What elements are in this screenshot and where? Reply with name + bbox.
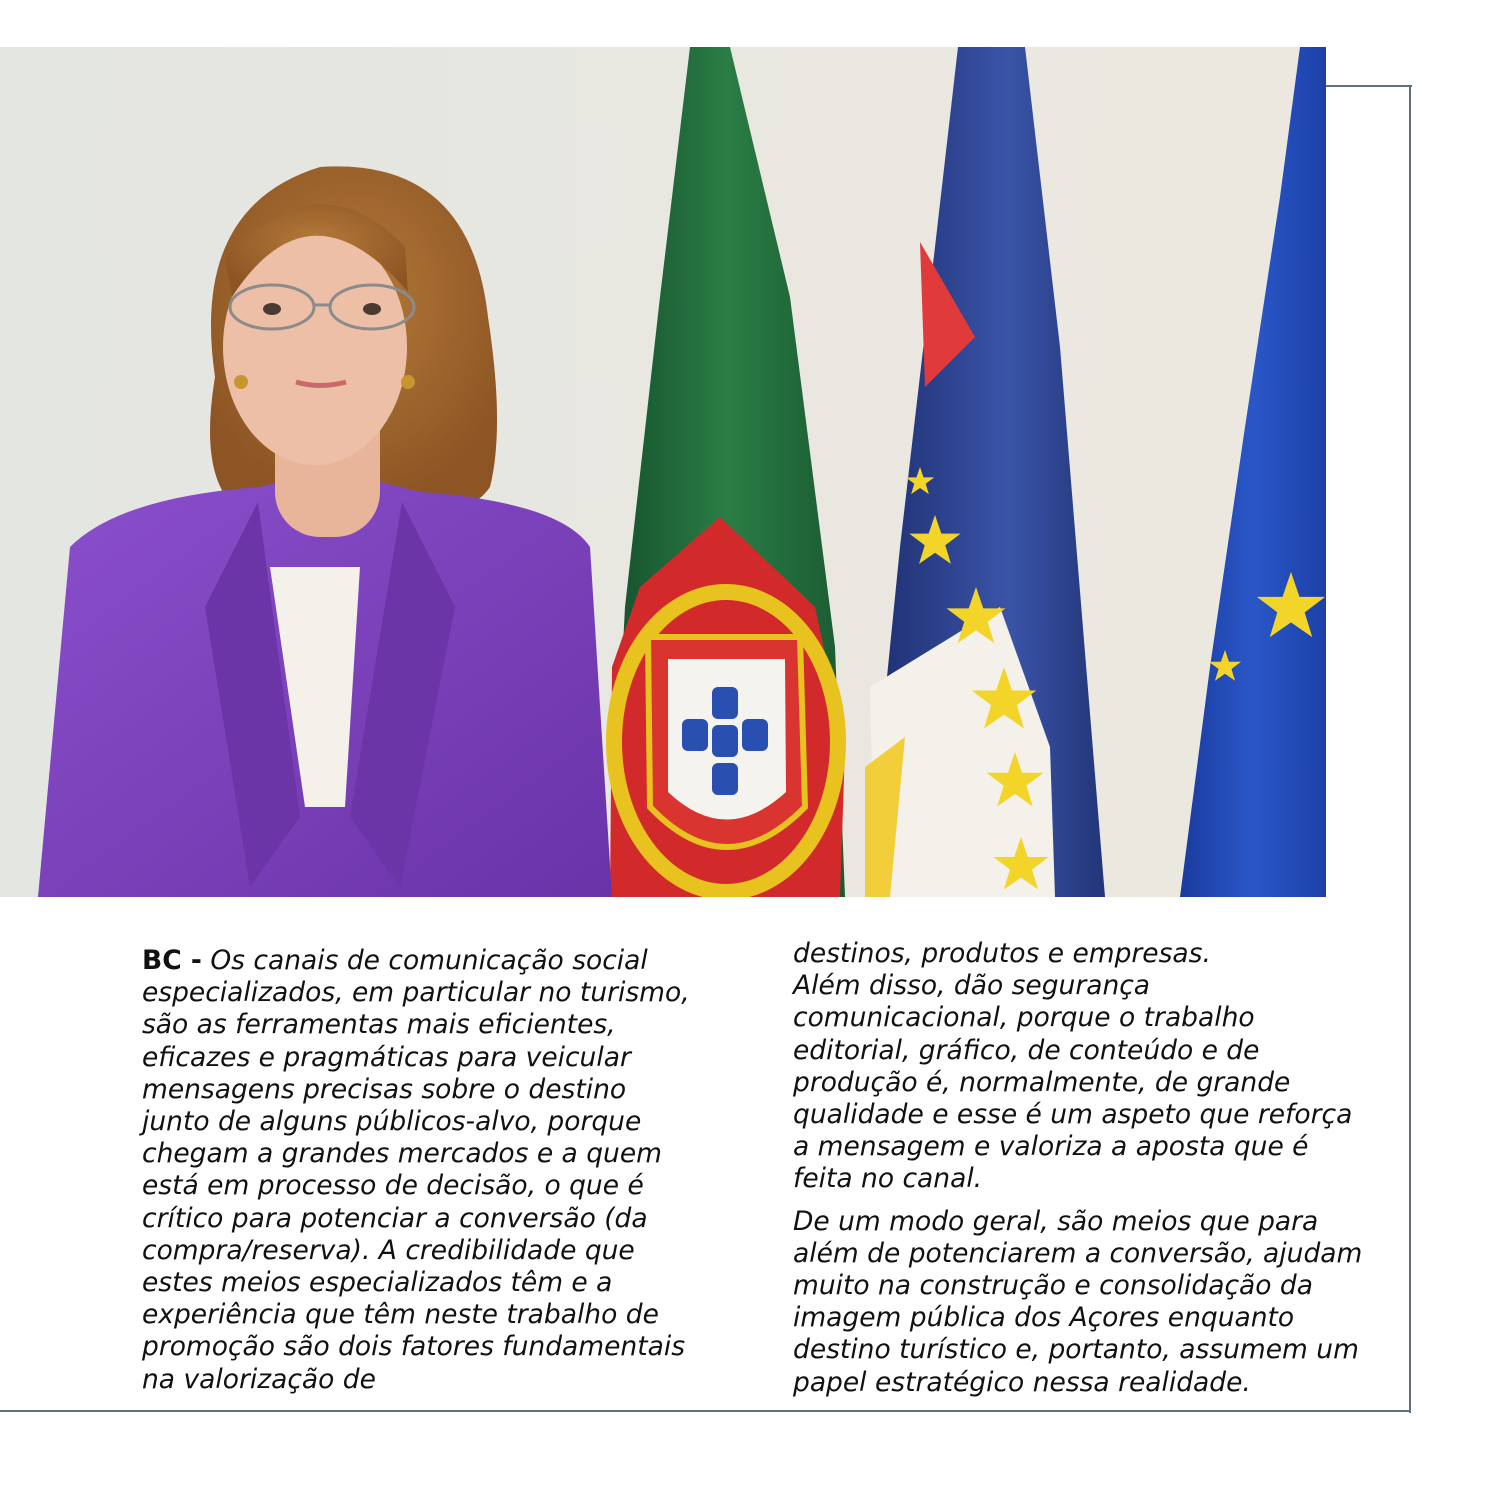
frame-border-right — [1409, 85, 1411, 1413]
article-column-right — [793, 938, 1373, 1399]
speaker-label: BC - — [142, 945, 202, 976]
answer-text: Os canais de comunicação social especializados, em particular no turismo, são as ferramentas mais eficientes, eficazes e pragmáticas para veicular mensagens precisas sobre o destino junto de alguns públicos-alvo, porque chegam a grandes mercados e a quem está em processo de decisão, o que é crítico para potenciar a conversão (da compra/reserva). A credibilidade que estes meios especializados têm e a experiência que têm neste trabalho de promoção são dois fatores fundamentais na valorização de — [142, 945, 690, 1395]
article-column-left — [142, 945, 702, 1396]
frame-border-bottom — [0, 1410, 1411, 1412]
frame-border-top — [1326, 85, 1412, 87]
answer-paragraph-3: De um modo geral, são meios que para além de potenciarem a conversão, ajudam muito na construção e consolidação da imagem pública dos Açores enquanto destino turístico e, portanto, assumem um papel estratégico nessa realidade. — [793, 1205, 1363, 1398]
interview-answer-paragraph — [142, 945, 702, 1396]
answer-paragraph-2: Além disso, dão segurança comunicacional, porque o trabalho editorial, gráfico, de conteúdo e de produção é, normalmente, de grande qualidade e esse é um aspeto que reforça a mensagem e valoriza a aposta que é feita no canal. — [793, 970, 1353, 1195]
answer-continuation: destinos, produtos e empresas. — [793, 938, 1211, 969]
portrait-photo — [0, 47, 1326, 897]
